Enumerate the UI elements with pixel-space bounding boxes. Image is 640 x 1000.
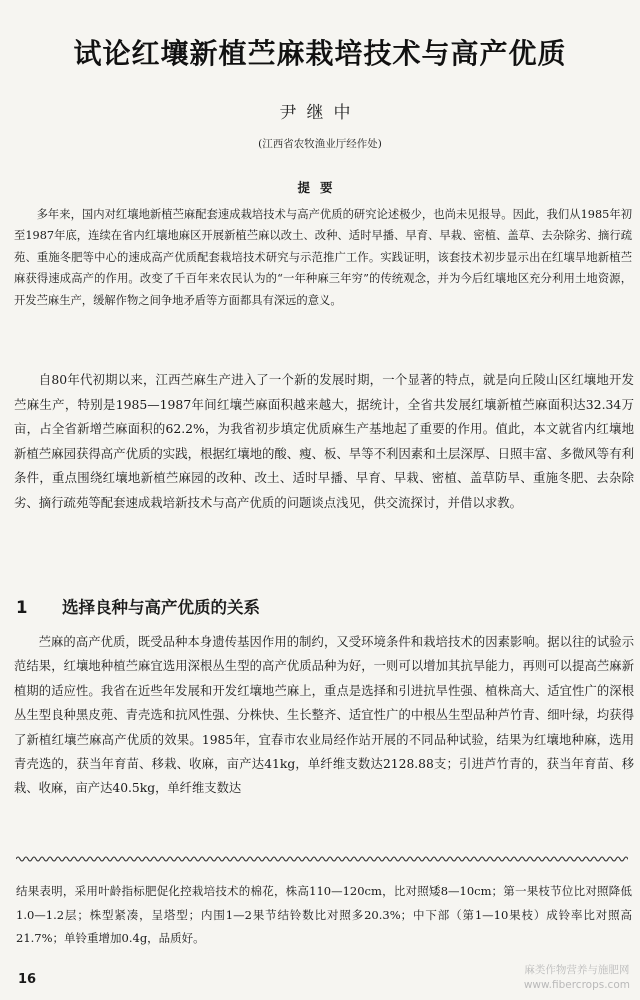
- intro-paragraph: 自80年代初期以来，江西苎麻生产进入了一个新的发展时期，一个显著的特点，就是向丘陵山区红壤地开发苎麻生产，特别是1985—1987年间红壤苎麻面积越来越大，据统计，全省共发展红壤新植苎麻面积达32.34万亩，占全省新增苎麻面积的62.2%，为我省初步填定优质麻生产基地起了重要的作用。值此，本文就省内红壤地新植苎麻园获得高产优质的实践，根据红壤地的酸、瘦、板、旱等不利因素和土层深厚、日照丰富、多微风等有利条件，重点围绕红壤地新植苎麻园的改种、改土、适时早播、早育、早栽、密植、盖草防旱、重施冬肥、去杂除劣、摘行疏苑等配套速成栽培新技术与高产优质的问题谈点浅见，供交流探讨，并借以求教。: [14, 372, 634, 510]
- site-watermark: [524, 963, 630, 993]
- author-affiliation: (江西省农牧渔业厅经作处): [258, 138, 382, 150]
- section-title: 选择良种与高产优质的关系: [62, 598, 260, 617]
- abstract-heading: 提要: [297, 180, 343, 195]
- wavy-divider: [16, 854, 628, 864]
- abstract-paragraph: 多年来，国内对红壤地新植苎麻配套速成栽培技术与高产优质的研究论述极少，也尚未见报导。因此，我们从1985年初至1987年底，连续在省内红壤地麻区开展新植苎麻以改土、改种、适时早播、早育、早栽、密植、盖草、去杂除劣、摘行疏苑、重施冬肥等中心的速成高产优质配套栽培技术研究与示范推广工作。实践证明，该套技术初步显示出在红壤旱地新植苎麻获得速成高产的作用。改变了千百年来农民认为的“一年种麻三年穷”的传统观念，并为今后红壤地区充分利用土地资源，开发苎麻生产，缓解作物之间争地矛盾等方面都具有深远的意义。: [14, 208, 632, 307]
- page-number: 16: [18, 972, 37, 987]
- section-number: 1: [16, 598, 28, 617]
- section-heading: [16, 594, 616, 618]
- section-paragraph: 苎麻的高产优质，既受品种本身遗传基因作用的制约，又受环境条件和栽培技术的因素影响。据以往的试验示范结果，红壤地种植苎麻宜选用深根丛生型的高产优质品种为好，一则可以增加其抗旱能力，再则可以提高苎麻新植期的适应性。我省在近些年发展和开发红壤地苎麻上，重点是选择和引进抗旱性强、植株高大、适宜性广的深根丛生型良种黑皮蔸、青壳选和抗风性强、分株快、生长整齐、适宜性广的中根丛生型品种芦竹青、细叶绿，均获得了新植红壤苎麻高产优质的效果。1985年，宜春市农业局经作站开展的不同品种试验，结果为红壤地种麻，选用青壳选的，获当年育苗、移栽、收麻，亩产达41kg，单纤维支数达2128.88支；引进芦竹青的，获当年育苗、移栽、收麻，亩产达40.5kg，单纤维支数达: [14, 635, 634, 796]
- watermark-line-2: www.fibercrops.com: [523, 979, 630, 991]
- author-name: 尹继中: [279, 103, 361, 123]
- continued-paragraph: 结果表明，采用叶龄指标肥促化控栽培技术的棉花，株高110—120cm，比对照矮8—10cm；第一果枝节位比对照降低1.0—1.2层；株型紧凑，呈塔型；内围1—2果节结铃数比对照多20.3%；中下部（第1—10果枝）成铃率比对照高21.7%；单铃重增加0.4g，品质好。: [16, 884, 632, 945]
- paper-title: 试论红壤新植苎麻栽培技术与高产优质: [73, 37, 567, 70]
- watermark-line-1: 麻类作物营养与施肥网: [524, 964, 630, 976]
